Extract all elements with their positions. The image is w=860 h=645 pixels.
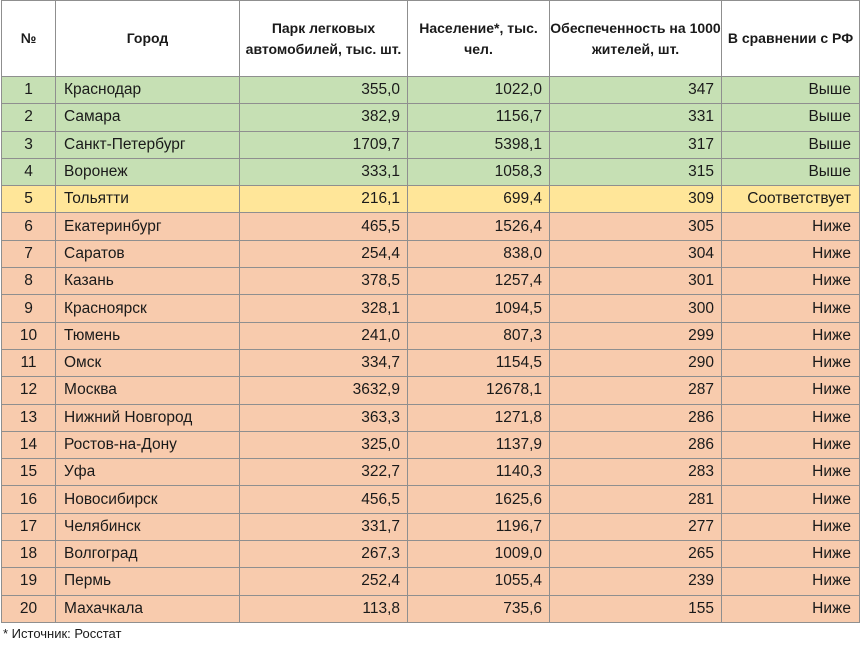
cell-num: 15: [2, 459, 56, 486]
table-row: [2, 541, 860, 568]
cell-population: 807,3: [408, 322, 550, 349]
cell-rate-per-1000: 299: [550, 322, 722, 349]
cell-comparison: Ниже: [722, 404, 860, 431]
cell-population: 1156,7: [408, 104, 550, 131]
table-row: [2, 131, 860, 158]
cell-car-park: 254,4: [240, 240, 408, 267]
cell-car-park: 378,5: [240, 268, 408, 295]
cell-comparison: Ниже: [722, 431, 860, 458]
cell-rate-per-1000: 309: [550, 186, 722, 213]
cell-population: 1154,5: [408, 349, 550, 376]
cell-car-park: 333,1: [240, 158, 408, 185]
cell-rate-per-1000: 277: [550, 513, 722, 540]
table-row: [2, 295, 860, 322]
cell-comparison: Ниже: [722, 349, 860, 376]
cell-city: Самара: [56, 104, 240, 131]
cell-car-park: 1709,7: [240, 131, 408, 158]
cell-city: Челябинск: [56, 513, 240, 540]
cell-car-park: 3632,9: [240, 377, 408, 404]
table-row: [2, 595, 860, 622]
cell-comparison: Ниже: [722, 486, 860, 513]
cell-population: 5398,1: [408, 131, 550, 158]
table-row: [2, 404, 860, 431]
cell-rate-per-1000: 331: [550, 104, 722, 131]
table-row: [2, 459, 860, 486]
header-row: [2, 1, 860, 77]
cell-car-park: 325,0: [240, 431, 408, 458]
header-car-park: Парк легковых автомобилей, тыс. шт.: [240, 1, 408, 77]
cell-car-park: 328,1: [240, 295, 408, 322]
cell-population: 1055,4: [408, 568, 550, 595]
cell-rate-per-1000: 300: [550, 295, 722, 322]
cell-num: 9: [2, 295, 56, 322]
cell-num: 8: [2, 268, 56, 295]
cell-comparison: Выше: [722, 158, 860, 185]
cell-car-park: 252,4: [240, 568, 408, 595]
table-row: [2, 377, 860, 404]
cell-rate-per-1000: 317: [550, 131, 722, 158]
cell-city: Красноярск: [56, 295, 240, 322]
cell-population: 1271,8: [408, 404, 550, 431]
cell-rate-per-1000: 301: [550, 268, 722, 295]
cell-rate-per-1000: 265: [550, 541, 722, 568]
table-row: [2, 431, 860, 458]
table-row: [2, 322, 860, 349]
cell-car-park: 331,7: [240, 513, 408, 540]
cell-num: 13: [2, 404, 56, 431]
table-row: [2, 158, 860, 185]
cell-population: 838,0: [408, 240, 550, 267]
table-row: [2, 213, 860, 240]
cell-car-park: 363,3: [240, 404, 408, 431]
cell-car-park: 334,7: [240, 349, 408, 376]
cell-num: 20: [2, 595, 56, 622]
cell-city: Краснодар: [56, 77, 240, 104]
cell-num: 11: [2, 349, 56, 376]
cell-num: 3: [2, 131, 56, 158]
cell-population: 1137,9: [408, 431, 550, 458]
cell-population: 1094,5: [408, 295, 550, 322]
cell-rate-per-1000: 304: [550, 240, 722, 267]
header-num: №: [2, 1, 56, 77]
source-footnote: * Источник: Росстат: [3, 625, 122, 641]
cell-comparison: Выше: [722, 131, 860, 158]
cell-city: Нижний Новгород: [56, 404, 240, 431]
cell-comparison: Ниже: [722, 295, 860, 322]
cell-comparison: Ниже: [722, 377, 860, 404]
cell-city: Казань: [56, 268, 240, 295]
cell-comparison: Ниже: [722, 513, 860, 540]
cell-num: 18: [2, 541, 56, 568]
cell-comparison: Ниже: [722, 322, 860, 349]
cell-population: 1526,4: [408, 213, 550, 240]
header-city: Город: [56, 1, 240, 77]
cell-population: 12678,1: [408, 377, 550, 404]
cell-rate-per-1000: 347: [550, 77, 722, 104]
cell-num: 1: [2, 77, 56, 104]
table-row: [2, 77, 860, 104]
cell-population: 1257,4: [408, 268, 550, 295]
cell-comparison: Выше: [722, 77, 860, 104]
cell-car-park: 456,5: [240, 486, 408, 513]
cell-car-park: 355,0: [240, 77, 408, 104]
header-comparison: В сравнении с РФ: [722, 1, 860, 77]
cell-comparison: Ниже: [722, 213, 860, 240]
cell-rate-per-1000: 281: [550, 486, 722, 513]
header-rate-per-1000: Обеспеченность на 1000 жителей, шт.: [550, 1, 722, 77]
cell-city: Омск: [56, 349, 240, 376]
cell-city: Уфа: [56, 459, 240, 486]
cell-rate-per-1000: 286: [550, 431, 722, 458]
cell-comparison: Ниже: [722, 541, 860, 568]
cell-num: 12: [2, 377, 56, 404]
cell-city: Пермь: [56, 568, 240, 595]
cell-population: 1196,7: [408, 513, 550, 540]
cell-city: Москва: [56, 377, 240, 404]
cell-population: 1022,0: [408, 77, 550, 104]
cell-comparison: Ниже: [722, 595, 860, 622]
cell-population: 1009,0: [408, 541, 550, 568]
cell-comparison: Ниже: [722, 240, 860, 267]
cell-num: 10: [2, 322, 56, 349]
cell-comparison: Соответствует: [722, 186, 860, 213]
car-ownership-table: [1, 0, 860, 623]
cell-population: 1625,6: [408, 486, 550, 513]
cell-car-park: 382,9: [240, 104, 408, 131]
cell-city: Ростов-на-Дону: [56, 431, 240, 458]
table-row: [2, 268, 860, 295]
cell-city: Новосибирск: [56, 486, 240, 513]
cell-city: Воронеж: [56, 158, 240, 185]
cell-num: 14: [2, 431, 56, 458]
cell-rate-per-1000: 305: [550, 213, 722, 240]
cell-car-park: 241,0: [240, 322, 408, 349]
cell-car-park: 267,3: [240, 541, 408, 568]
cell-num: 5: [2, 186, 56, 213]
cell-num: 7: [2, 240, 56, 267]
cell-num: 2: [2, 104, 56, 131]
table-row: [2, 486, 860, 513]
cell-city: Тюмень: [56, 322, 240, 349]
table-row: [2, 568, 860, 595]
cell-car-park: 465,5: [240, 213, 408, 240]
cell-car-park: 113,8: [240, 595, 408, 622]
cell-rate-per-1000: 283: [550, 459, 722, 486]
cell-car-park: 322,7: [240, 459, 408, 486]
cell-comparison: Выше: [722, 104, 860, 131]
cell-population: 1058,3: [408, 158, 550, 185]
cell-population: 699,4: [408, 186, 550, 213]
cell-comparison: Ниже: [722, 268, 860, 295]
header-population: Население*, тыс. чел.: [408, 1, 550, 77]
cell-city: Санкт-Петербург: [56, 131, 240, 158]
cell-rate-per-1000: 287: [550, 377, 722, 404]
cell-rate-per-1000: 290: [550, 349, 722, 376]
cell-city: Саратов: [56, 240, 240, 267]
table-row: [2, 104, 860, 131]
cell-comparison: Ниже: [722, 459, 860, 486]
cell-city: Волгоград: [56, 541, 240, 568]
table-row: [2, 349, 860, 376]
table-header: [2, 1, 860, 77]
cell-city: Махачкала: [56, 595, 240, 622]
cell-num: 6: [2, 213, 56, 240]
cell-car-park: 216,1: [240, 186, 408, 213]
cell-comparison: Ниже: [722, 568, 860, 595]
cell-num: 19: [2, 568, 56, 595]
table-row: [2, 186, 860, 213]
cell-rate-per-1000: 155: [550, 595, 722, 622]
cell-num: 16: [2, 486, 56, 513]
cell-rate-per-1000: 286: [550, 404, 722, 431]
cell-num: 17: [2, 513, 56, 540]
cell-city: Тольятти: [56, 186, 240, 213]
table-body: [2, 77, 860, 623]
cell-rate-per-1000: 239: [550, 568, 722, 595]
table-row: [2, 513, 860, 540]
cell-rate-per-1000: 315: [550, 158, 722, 185]
cell-num: 4: [2, 158, 56, 185]
table-row: [2, 240, 860, 267]
cell-population: 1140,3: [408, 459, 550, 486]
cell-city: Екатеринбург: [56, 213, 240, 240]
cell-population: 735,6: [408, 595, 550, 622]
